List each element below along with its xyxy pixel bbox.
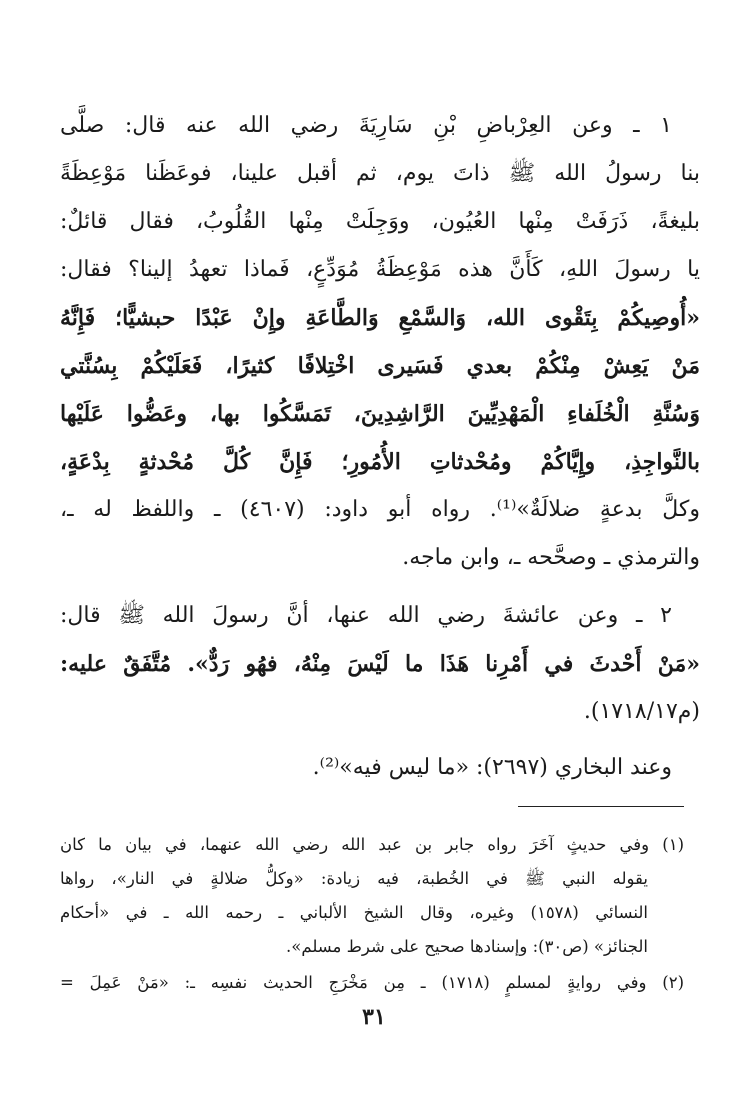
footnote-divider (518, 806, 684, 807)
footnote-1-line-4: الجنائز» (ص٣٠): وإسنادها صحيح على شرط مسلم». (286, 937, 648, 956)
footnote-1-line-3: النسائي (١٥٧٨) وغيره، وقال الشيخ الألباني ـ رحمه الله ـ في «أحكام (60, 903, 648, 922)
footnote-1-line-2: يقوله النبي ﷺ في الخُطبة، فيه زيادة: «وكلُّ ضلالةٍ في النار»، رواها (60, 869, 648, 888)
bukhari-note: وعند البخاري (٢٦٩٧): «ما ليس فيه»⁽²⁾. (312, 755, 672, 780)
hadith-1-line-1: ١ ـ وعن العِرْباضِ بْنِ سَارِيَةَ رضي الله عنه قال: صلَّى (60, 113, 672, 138)
hadith-2-line-1: ٢ ـ وعن عائشةَ رضي الله عنها، أنَّ رسولَ الله ﷺ قال: (60, 603, 672, 628)
hadith-1-line-2: بنا رسولُ الله ﷺ ذاتَ يوم، ثم أقبل علينا، فوعَظَنا مَوْعِظَةً (60, 161, 700, 186)
hadith-2-line-3: (م١٧١٨/١٧). (583, 699, 700, 724)
hadith-2-line-2: «مَنْ أَحْدثَ في أَمْرِنا هَذَا ما لَيْسَ مِنْهُ، فهُو رَدٌّ». مُتَّفَقٌ عليه: (60, 651, 700, 677)
footnote-2-line-1: (٢) وفي روايةٍ لمسلمٍ (١٧١٨) ـ مِن مَخْرَجِ الحديث نفسِه ـ: «مَنْ عَمِلَ = (60, 973, 684, 992)
footnote-1-line-1: (١) وفي حديثٍ آخَرَ رواه جابر بن عبد الله رضي الله عنهما، في بيان ما كان (60, 835, 684, 854)
hadith-1-line-10: والترمذي ـ وصحَّحه ـ، وابن ماجه. (402, 545, 700, 570)
hadith-1-line-9: وكلَّ بدعةٍ ضلالَةٌ»⁽¹⁾. رواه أبو داود: (٤٦٠٧) ـ واللفظ له ـ، (60, 497, 700, 522)
hadith-1-line-6: مَنْ يَعِشْ مِنْكُمْ بعدي فَسَيرى اخْتِلافًا كثيرًا، فَعَلَيْكُمْ بِسُنَّتي (60, 353, 700, 379)
hadith-1-line-5: «أُوصِيكُمْ بِتَقْوى الله، وَالسَّمْعِ وَالطَّاعَةِ وإِنْ عَبْدًا حبشيًّا؛ فَإِنَّهُ (60, 305, 700, 331)
hadith-1-line-8: بالنَّواجِذِ، وإِيَّاكُمْ ومُحْدثاتِ الأُمُورِ؛ فَإِنَّ كُلَّ مُحْدثةٍ بِدْعَةٍ، (60, 449, 700, 475)
hadith-1-line-4: يا رسولَ اللهِ، كَأَنَّ هذه مَوْعِظَةُ مُوَدِّعٍ، فَماذا تعهدُ إلينا؟ فقال: (60, 257, 700, 282)
hadith-1-line-3: بليغةً، ذَرَفَتْ مِنْها العُيُون، ووَجِلَتْ مِنْها القُلُوبُ، فقال قائلٌ: (60, 209, 700, 234)
hadith-1-line-7: وَسُنَّةِ الْخُلَفاءِ الْمَهْدِيِّينَ الرَّاشِدِينَ، تَمَسَّكُوا بها، وعَضُّوا عَلَيْها (60, 401, 700, 427)
page-number: ٣١ (362, 1004, 386, 1030)
